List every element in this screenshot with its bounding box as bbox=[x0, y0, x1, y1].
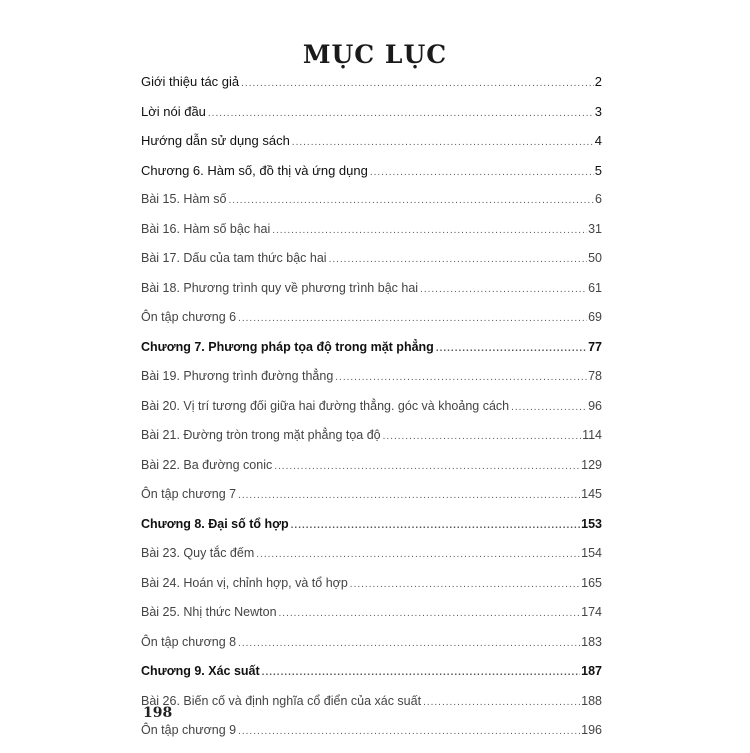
toc-entry-page: 154 bbox=[581, 546, 602, 560]
toc-entry bbox=[141, 74, 602, 104]
dot-leader bbox=[241, 78, 594, 89]
dot-leader bbox=[208, 108, 594, 119]
toc-entry-page: 3 bbox=[594, 103, 602, 119]
dot-leader bbox=[256, 549, 580, 560]
toc-entry-label: Bài 26. Biến cố và định nghĩa cổ điển của xác suất bbox=[141, 693, 422, 708]
toc-entry bbox=[141, 163, 602, 193]
toc-entry-page: 69 bbox=[588, 310, 602, 324]
toc-entry-label: Ôn tập chương 9 bbox=[141, 723, 237, 737]
toc-entry-page: 61 bbox=[588, 280, 602, 295]
toc-entry bbox=[141, 576, 602, 606]
toc-entry bbox=[141, 546, 602, 576]
toc-entry bbox=[141, 369, 602, 399]
toc-entry bbox=[141, 192, 602, 222]
toc-entry-page: 78 bbox=[588, 369, 602, 383]
toc-entry-label: Bài 22. Ba đường conic bbox=[141, 457, 273, 472]
toc-entry-page: 183 bbox=[581, 634, 602, 649]
toc-entry-page: 5 bbox=[594, 162, 602, 178]
toc-entry-page: 2 bbox=[594, 74, 602, 89]
page-number: 198 bbox=[143, 705, 173, 721]
toc-entry-label: Bài 18. Phương trình quy về phương trình bậc hai bbox=[141, 280, 419, 295]
toc-entry-label: Ôn tập chương 7 bbox=[141, 487, 237, 501]
toc-entry-page: 196 bbox=[581, 723, 602, 737]
toc-entry-label: Bài 20. Vị trí tương đối giữa hai đường thẳng. góc và khoảng cách bbox=[141, 398, 510, 413]
toc-entry bbox=[141, 487, 602, 517]
toc-entry-page: 6 bbox=[595, 192, 602, 206]
toc-entry-label: Bài 24. Hoán vị, chỉnh hợp, và tổ hợp bbox=[141, 575, 348, 590]
toc-entry bbox=[141, 605, 602, 635]
toc-entry-page: 174 bbox=[581, 605, 602, 619]
dot-leader bbox=[279, 608, 581, 619]
dot-leader bbox=[420, 284, 587, 295]
dot-leader bbox=[329, 254, 588, 265]
toc-entry bbox=[141, 222, 602, 252]
dot-leader bbox=[436, 343, 587, 354]
dot-leader bbox=[262, 667, 580, 678]
toc-entry-page: 129 bbox=[581, 457, 602, 472]
toc-entry bbox=[141, 104, 602, 134]
dot-leader bbox=[423, 697, 580, 708]
toc-entry-page: 153 bbox=[581, 516, 602, 531]
dot-leader bbox=[291, 520, 580, 531]
toc-entry bbox=[141, 723, 602, 753]
toc-entry bbox=[141, 458, 602, 488]
dot-leader bbox=[238, 313, 587, 324]
toc-entry-label: Lời nói đầu bbox=[141, 103, 206, 119]
dot-leader bbox=[274, 461, 580, 472]
toc-entry-page: 31 bbox=[588, 221, 602, 236]
dot-leader bbox=[272, 225, 587, 236]
toc-entry-label: Bài 23. Quy tắc đếm bbox=[141, 546, 255, 560]
toc-entry-label: Ôn tập chương 6 bbox=[141, 310, 237, 324]
toc-entry bbox=[141, 635, 602, 665]
toc-entry bbox=[141, 399, 602, 429]
toc-entry-label: Bài 19. Phương trình đường thẳng bbox=[141, 369, 334, 383]
toc-entry bbox=[141, 133, 602, 163]
toc-entry-label: Hướng dẫn sử dụng sách bbox=[141, 133, 290, 148]
toc-entry-label: Bài 17. Dấu của tam thức bậc hai bbox=[141, 251, 327, 265]
dot-leader bbox=[335, 372, 587, 383]
dot-leader bbox=[238, 490, 580, 501]
dot-leader bbox=[383, 431, 581, 442]
toc-entry-page: 50 bbox=[588, 251, 602, 265]
dot-leader bbox=[228, 195, 594, 206]
toc-entry-label: Chương 9. Xác suất bbox=[141, 664, 260, 678]
toc-entry bbox=[141, 517, 602, 547]
toc-entry bbox=[141, 281, 602, 311]
toc-entry bbox=[141, 340, 602, 370]
toc-entry-page: 4 bbox=[594, 133, 602, 148]
toc-entry-label: Giới thiệu tác giả bbox=[141, 74, 240, 89]
toc-entry-label: Chương 8. Đại số tổ hợp bbox=[141, 516, 289, 531]
toc-entry bbox=[141, 251, 602, 281]
toc-entry-label: Bài 15. Hàm số bbox=[141, 192, 227, 206]
toc-entry-page: 187 bbox=[581, 664, 602, 678]
toc-entry bbox=[141, 664, 602, 694]
dot-leader bbox=[370, 167, 594, 178]
dot-leader bbox=[350, 579, 580, 590]
toc-entry bbox=[141, 428, 602, 458]
toc-entry-page: 114 bbox=[582, 428, 602, 442]
dot-leader bbox=[238, 638, 580, 649]
toc-entry-label: Bài 16. Hàm số bậc hai bbox=[141, 221, 271, 236]
toc-entry-page: 96 bbox=[588, 398, 602, 413]
toc-entry-page: 188 bbox=[581, 693, 602, 708]
toc-entry-page: 165 bbox=[581, 575, 602, 590]
table-of-contents bbox=[141, 74, 602, 753]
toc-entry-page: 77 bbox=[588, 339, 602, 354]
toc-entry bbox=[141, 694, 602, 724]
toc-entry bbox=[141, 310, 602, 340]
toc-entry-label: Bài 21. Đường tròn trong mặt phẳng tọa độ bbox=[141, 428, 381, 442]
toc-entry-label: Chương 6. Hàm số, đồ thị và ứng dụng bbox=[141, 162, 368, 178]
toc-entry-label: Ôn tập chương 8 bbox=[141, 634, 237, 649]
toc-entry-page: 145 bbox=[581, 487, 602, 501]
dot-leader bbox=[511, 402, 587, 413]
dot-leader bbox=[292, 137, 594, 148]
page-title: MỤC LỤC bbox=[302, 40, 448, 69]
toc-entry-label: Bài 25. Nhị thức Newton bbox=[141, 605, 277, 619]
dot-leader bbox=[238, 726, 580, 737]
toc-entry-label: Chương 7. Phương pháp tọa độ trong mặt phẳng bbox=[141, 339, 434, 354]
